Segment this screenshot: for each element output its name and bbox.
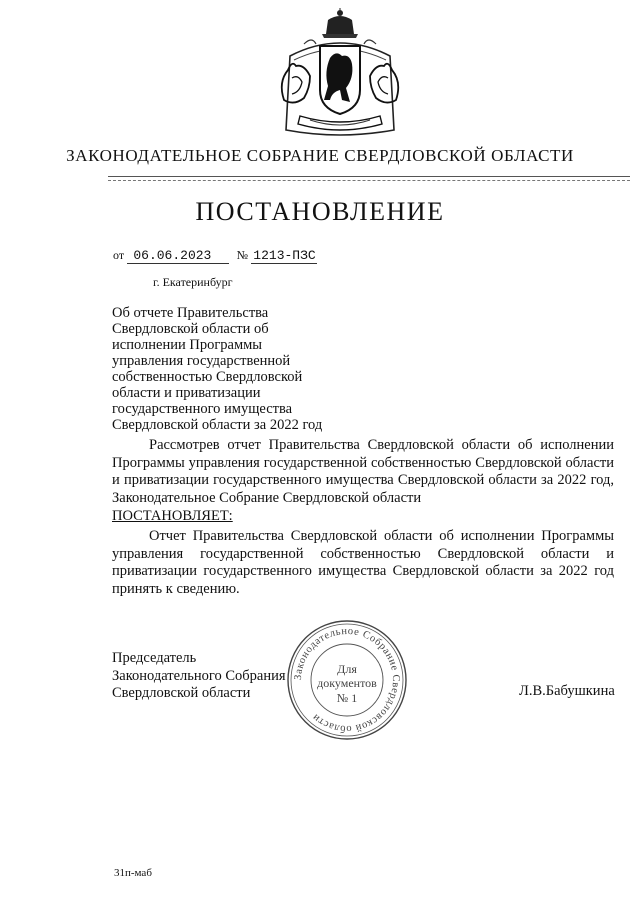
signatory-name: Л.В.Бабушкина — [519, 683, 615, 699]
date-number-line — [113, 247, 317, 264]
seal-stamp — [285, 618, 409, 742]
stamp-center-line: Для — [337, 662, 357, 676]
subject-line: государственного имущества — [112, 401, 293, 417]
body-paragraph-1: Рассмотрев отчет Правительства Свердловской области об исполнении Программы управления государственной собственностью Свердловской области и приватизации государственного имущества Свердловской области за 2022 год, Законодательное Собрание Свердловской области — [112, 437, 614, 506]
signatory-position — [112, 650, 286, 703]
subject-line: области и приватизации — [112, 385, 261, 401]
position-line: Законодательного Собрания — [112, 667, 286, 684]
organization-name: ЗАКОНОДАТЕЛЬНОЕ СОБРАНИЕ СВЕРДЛОВСКОЙ ОБЛАСТИ — [66, 146, 574, 165]
subject-line: Свердловской области об — [112, 321, 269, 337]
stamp-center-line: документов — [317, 676, 377, 690]
header-divider — [108, 176, 630, 177]
document-subject — [112, 305, 372, 433]
date-prefix: от — [113, 248, 125, 262]
coat-of-arms-icon — [270, 8, 410, 148]
footer-code: 31п-маб — [114, 867, 152, 879]
number-prefix: № — [236, 248, 249, 262]
decree-word: ПОСТАНОВЛЯЕТ: — [112, 508, 233, 524]
subject-line: Об отчете Правительства — [112, 305, 269, 321]
position-line: Председатель — [112, 650, 197, 666]
subject-line: исполнении Программы — [112, 337, 263, 353]
document-title: ПОСТАНОВЛЕНИЕ — [195, 197, 445, 226]
position-line: Свердловской области — [112, 685, 251, 702]
header-divider-secondary — [108, 180, 630, 181]
subject-line: Свердловской области за 2022 год — [112, 417, 323, 433]
document-number: 1213-ПЗС — [253, 248, 316, 263]
city: г. Екатеринбург — [153, 275, 233, 289]
stamp-center-line: № 1 — [336, 691, 358, 705]
stamp-ring-text: Законодательное Собрание Свердловской области — [292, 625, 402, 735]
document-date: 06.06.2023 — [127, 249, 229, 264]
subject-line: управления государственной — [112, 353, 291, 369]
body-paragraph-2: Отчет Правительства Свердловской области об исполнении Программы управления государственной собственностью Свердловской области и приватизации государственного имущества Свердловской области за 2022 год принять к сведению. — [112, 528, 614, 597]
subject-line: собственностью Свердловской — [112, 369, 303, 385]
